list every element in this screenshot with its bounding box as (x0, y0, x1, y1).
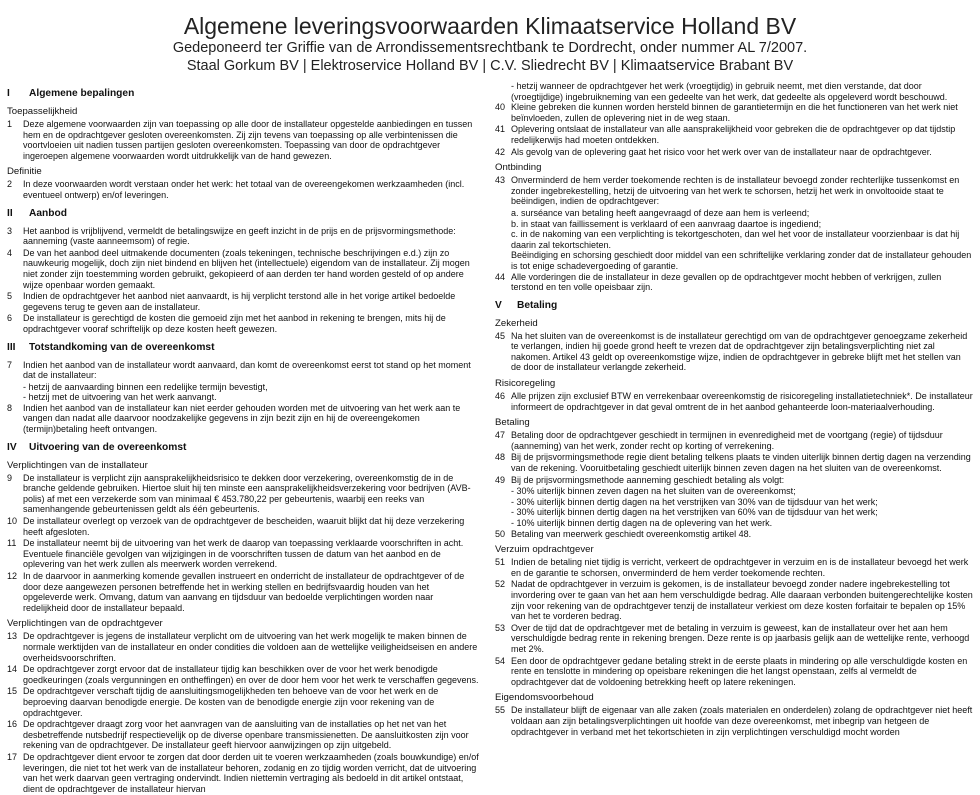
article (7, 248, 481, 290)
section-title: Algemene bepalingen (29, 88, 135, 99)
article-text: Bij de prijsvormingsmethode regie dient betaling telkens plaats te vinden uiterlijk binnen dertig dagen na verzending van de rekening. Vooruitbetaling geschiedt uiterlijk binnen zeven dagen na het sluiten van de overeenkomst. (511, 452, 971, 474)
article (495, 331, 973, 373)
article (7, 719, 481, 751)
left-column (7, 81, 481, 795)
list-item: - 10% uiterlijk binnen dertig dagen na de oplevering van het werk. (511, 518, 773, 528)
article-text: De van het aanbod deel uitmakende documenten (zoals tekeningen, technische beschrijvingen e.d.) zijn zo nauwkeurig mogelijk, doch zijn niet bindend en blijven het (intellectuele) eigendom van de installateur. Zij mogen niet zonder zijn toestemming worden gebruikt, gekopieerd of aan derden ter hand worden gesteld of op andere wijze openbaar worden gemaakt. (23, 247, 470, 290)
article (495, 124, 973, 145)
article-text: Indien het aanbod van de installateur wordt aanvaard, dan komt de overeenkomst eerst tot stand op het moment dat de installateur: (23, 359, 471, 381)
article-number: 7 (7, 359, 13, 370)
article-text: Betaling van meerwerk geschiedt overeenkomstig artikel 48. (511, 528, 752, 539)
article (495, 272, 973, 293)
section-title: Aanbod (29, 207, 67, 219)
article-number: 4 (7, 247, 13, 258)
article (7, 571, 481, 613)
article-text: Onverminderd de hem verder toekomende rechten is de installateur bevoegd zonder rechterlijke tussenkomst en zonder ingebrekestelling, hetzij de uitvoering van het werk te schorsen, hetzij het werk in onvoltooide staat te beëindigen, indien de opdrachtgever: (511, 175, 960, 207)
article-number: 49 (495, 474, 506, 485)
article (7, 664, 481, 685)
article-text: Over de tijd dat de opdrachtgever met de betaling in verzuim is geweest, kan de installateur over het aan hem verschuldigde bedrag rente in rekening brengen. Deze rente is op jaarbasis gelijk aan de wettelijke rente, verhoogd met 2%. (511, 622, 970, 654)
article-text: Deze algemene voorwaarden zijn van toepassing op alle door de installateur opgestelde aanbiedingen en tussen hem en de opdrachtgever gesloten overeenkomsten. Zij zijn tevens van toepassing op alle verbintenissen die voortvloeien uit nadien tussen partijen gesloten overeenkomsten. Toepassing van door de opdrachtgever ingeroepen algemene voorwaarden wordt uitdrukkelijk van de hand gewezen. (23, 119, 473, 161)
subheading: Ontbinding (495, 162, 542, 174)
article-number: 12 (7, 571, 18, 581)
article-number: 11 (7, 538, 17, 549)
article (495, 579, 973, 621)
article-text: Oplevering ontslaat de installateur van alle aansprakelijkheid voor gebreken die de opdrachtgever op dat tijdstip redelijkerwijs had moeten ontdekken. (511, 124, 956, 145)
article-number: 48 (495, 452, 506, 463)
article (7, 686, 481, 718)
article (495, 147, 973, 158)
article (495, 623, 973, 655)
article (7, 538, 481, 570)
article-number: 16 (7, 719, 18, 730)
article-text: De installateur overlegt op verzoek van de opdrachtgever de bescheiden, waaruit blijkt dat hij deze verzekering heeft afgesloten. (23, 516, 465, 537)
article (7, 179, 481, 200)
article-text: In deze voorwaarden wordt verstaan onder het werk: het totaal van de overeengekomen werkzaamheden (incl. eventueel ontwerp) en/of leveringen. (23, 179, 465, 200)
article-text: De installateur is gerechtigd de kosten die gemoeid zijn met het aanbod in rekening te brengen, mits hij de opdrachtgever vooraf schriftelijk op deze kosten heeft gewezen. (23, 313, 446, 334)
article-text: Een door de opdrachtgever gedane betaling strekt in de eerste plaats in mindering op alle verschuldigde kosten en rente en tenslotte in mindering op opeisbare rekeningen die het langst openstaan, zelfs al vermeldt de opdrachtgever dat de voldoening betrekking heeft op latere rekeningen. (511, 655, 968, 687)
article-number: 51 (495, 557, 506, 568)
section-heading (7, 208, 481, 220)
article-number: 14 (7, 664, 18, 675)
list-item: - 30% uiterlijk binnen zeven dagen na het sluiten van de overeenkomst; (511, 486, 796, 497)
article (495, 529, 973, 540)
subheading: Risicoregeling (495, 378, 556, 390)
article-number: 9 (7, 472, 13, 483)
subheading: Betaling (495, 417, 530, 429)
article-number: 44 (495, 271, 506, 282)
article (495, 175, 973, 207)
article-number: 54 (495, 655, 506, 666)
article-text: Bij de prijsvormingsmethode aanneming geschiedt betaling als volgt: (511, 474, 785, 485)
list-item: - hetzij met de uitvoering van het werk aanvangt. (23, 392, 217, 403)
subheading: Zekerheid (495, 317, 538, 329)
article (495, 705, 973, 737)
article-text: Als gevolg van de oplevering gaat het risico voor het werk over van de installateur naar de opdrachtgever. (511, 146, 932, 157)
list-item: b. in staat van faillissement is verklaard of een aanvraag daartoe is ingediend; (511, 218, 822, 229)
article-text: De opdrachtgever zorgt ervoor dat de installateur tijdig kan beschikken over de voor het werk benodigde goedkeuringen (zoals vergunningen en ontheffingen) en over de door hem voor het werk te verschaffen gegevens. (23, 664, 479, 685)
article-number: 40 (495, 102, 506, 113)
subheading: Verplichtingen van de opdrachtgever (7, 618, 163, 630)
article (7, 403, 481, 435)
article-text: De installateur neemt bij de uitvoering van het werk de daarop van toepassing verklaarde voorschriften in acht. Eventuele financiële gevolgen van wijzigingen in de voorschriften tussen de datum van het aanbod en de oplevering van het werk zullen als meerwerk worden verrekend. (23, 538, 464, 570)
article-number: 2 (7, 179, 13, 190)
article (7, 473, 481, 515)
article-number: 55 (495, 705, 506, 716)
article (7, 226, 481, 247)
article-number: 43 (495, 175, 506, 186)
article-number: 47 (495, 430, 506, 441)
article (495, 102, 973, 123)
list-item: - 30% uiterlijk binnen dertig dagen na het verstrijken van 30% van de tijdsduur van het werk; (511, 496, 878, 507)
list-item: - 30% uiterlijk binnen dertig dagen na het verstrijken van 60% van de tijdsduur van het werk; (511, 507, 878, 518)
document-title: Algemene leveringsvoorwaarden Klimaatservice Holland BV (183, 13, 797, 39)
article-number: 1 (7, 119, 13, 129)
subheading: Verplichtingen van de installateur (7, 459, 148, 471)
list-item: - hetzij wanneer de opdrachtgever het werk (vroegtijdig) in gebruik neemt, met dien verstande, dat door (vroegtijdige) ingebruikneming van een gedeelte van het werk, dat gedeelte als opgeleverd wordt beschouwd. (511, 81, 948, 102)
article-text: De opdrachtgever verschaft tijdig de aansluitingsmogelijkheden ten behoeve van de voor het werk en de beproeving daarvan benodigde energie. De kosten van de benodigde energie zijn voor rekening van de opdrachtgever. (23, 686, 439, 718)
article-text: Kleine gebreken die kunnen worden hersteld binnen de garantietermijn en die het functioneren van het werk niet beïnvloeden, zullen de oplevering niet in de weg staan. (511, 102, 958, 123)
article-text: De installateur is verplicht zijn aansprakelijkheidsrisico te dekken door verzekering, overeenkomstig de in de branche geldende gebruiken. Hiertoe sluit hij ten minste een aansprakelijkheidsverzekering voor bedrijven (AVB-polis) af met een verzekerde som van minimaal € 453.780,22 per gebeurtenis, waarbij een reeks van samenhangende gebeurtenissen geldt als één gebeurtenis. (23, 472, 471, 515)
subheading: Eigendomsvoorbehoud (495, 692, 594, 704)
article (495, 557, 973, 578)
section-heading (7, 88, 481, 100)
section-number: IV (7, 441, 17, 453)
article (7, 752, 481, 794)
subheading: Definitie (7, 166, 42, 178)
article-number: 13 (7, 631, 18, 642)
article-number: 15 (7, 686, 18, 697)
section-number: V (495, 299, 502, 311)
article (495, 475, 973, 486)
article-number: 8 (7, 402, 13, 413)
article (7, 291, 481, 312)
article-text: De opdrachtgever is jegens de installateur verplicht om de uitvoering van het werk mogelijk te maken binnen de normale werktijden van de installateur en onder condities die voldoen aan de wettelijke veiligheidseisen en andere overheidsvoorschriften. (23, 631, 478, 663)
article-number: 10 (7, 516, 18, 527)
article-text: Alle vorderingen die de installateur in deze gevallen op de opdrachtgever mocht hebben of verkrijgen, zullen terstond en ten volle opeisbaar zijn. (511, 271, 942, 293)
article-text: De opdrachtgever draagt zorg voor het aanvragen van de aansluiting van de installaties op het net van het desbetreffende nutsbedrijf respectievelijk op de diverse openbare transmissienetten. De aansluitkosten zijn voor rekening van de opdrachtgever. De installateur geeft hiervoor aanwijzingen op zijn uitgebeld. (23, 719, 469, 751)
article-number: 50 (495, 528, 506, 539)
list-item: a. surséance van betaling heeft aangevraagd of deze aan hem is verleend; (511, 207, 810, 218)
article (7, 360, 481, 381)
article-text: Het aanbod is vrijblijvend, vermeldt de betalingswijze en geeft inzicht in de prijs en de prijsvormingsmethode: aanneming (vaste aanneemsom) of regie. (23, 225, 456, 247)
list-item: c. in de nakoming van een verplichting is tekortgeschoten, dan wel het voor de installateur voorzienbaar is dat hij daarin zal tekortschieten. (511, 229, 960, 250)
section-title: Betaling (517, 299, 558, 311)
article-text: Nadat de opdrachtgever in verzuim is gekomen, is de installateur bevoegd zonder nadere ingebrekestelling tot invordering over te gaan van het aan hem verschuldigde bedrag. Alle daaraan verbonden buitengerechtelijke kosten zijn voor rekening van de opdrachtgever tenzij de installateur verkiest om deze kosten forfaitair te bepalen op 15% van het te vorderen bedrag. (511, 579, 973, 622)
article-text: De opdrachtgever dient ervoor te zorgen dat door derden uit te voeren werkzaamheden (zoals bouwkundige) en/of leveringen, die niet tot het werk van de installateur behoren, zodanig en zo tijdig worden verricht, dat de uitvoering van het werk daarvan geen vertraging ondervindt. Indien niettemin vertraging als bedoeld in dit artikel ontstaat, dient de opdrachtgever de installateur hiervan (23, 751, 479, 794)
article (7, 119, 481, 161)
section-heading (495, 300, 973, 312)
article-text: Betaling door de opdrachtgever geschiedt in termijnen in evenredigheid met de voortgang (regie) of tijdsduur (aanneming) van het werk, zonder recht op korting of verrekening. (511, 430, 943, 451)
article (495, 656, 973, 688)
article-number: 41 (495, 124, 506, 135)
document-header (0, 0, 980, 76)
article (495, 391, 973, 412)
subheading: Toepasselijkheid (7, 106, 78, 117)
section-title: Uitvoering van de overeenkomst (29, 441, 187, 453)
section-heading (7, 342, 481, 354)
article (495, 452, 973, 473)
subheading: Verzuim opdrachtgever (495, 544, 594, 556)
article-text: Indien de betaling niet tijdig is verricht, verkeert de opdrachtgever in verzuim en is de installateur bevoegd het werk en de garantie te schorsen, onverminderd de hem verder toekomende rechten. (511, 557, 969, 578)
article-number: 6 (7, 313, 13, 324)
section-title: Totstandkoming van de overeenkomst (29, 341, 215, 353)
article (7, 631, 481, 663)
article (7, 516, 481, 537)
article-number: 46 (495, 391, 506, 402)
article-number: 3 (7, 225, 13, 236)
article (495, 430, 973, 451)
article-text: Na het sluiten van de overeenkomst is de installateur gerechtigd om van de opdrachtgever genoegzame zekerheid te verlangen, indien hij goede grond heeft te vrezen dat de opdrachtgever zijn betalingsverplichting niet zal nakomen. Artikel 43 geldt op overeenkomstige wijze, indien de opdrachtgever in gebreke blijft met het stellen van de door de installateur verlangde zekerheid. (511, 330, 968, 373)
article-number: 45 (495, 330, 506, 341)
list-item: - hetzij de aanvaarding binnen een redelijke termijn bevestigt, (23, 381, 268, 392)
list-item: Beëindiging en schorsing geschiedt door middel van een schriftelijke verklaring zonder dat de installateur gehouden is tot enige schadevergoeding of garantie. (511, 250, 972, 271)
document-subtitle: Gedeponeerd ter Griffie van de Arrondissementsrechtbank te Dordrecht, onder nummer AL 7/2007. (172, 40, 808, 56)
section-number: II (7, 207, 13, 219)
article-number: 52 (495, 579, 506, 590)
article-number: 42 (495, 146, 506, 157)
article-text: De installateur blijft de eigenaar van alle zaken (zoals materialen en onderdelen) zolang de opdrachtgever niet heeft voldaan aan zijn betalingsverplichtingen uit hoofde van deze overeenkomst, met inbegrip van hetgeen de opdrachtgever in verband met het tekortschieten in zijn verplichtingen verschuldigd mocht worden (511, 705, 973, 737)
company-list: Staal Gorkum BV | Elektroservice Holland BV | C.V. Sliedrecht BV | Klimaatservice Brabant BV (186, 58, 794, 74)
article (7, 313, 481, 334)
article-text: Alle prijzen zijn exclusief BTW en verrekenbaar overeenkomstig de risicoregeling installatietechniek*. De installateur informeert de opdrachtgever in dat geval omtrent de in het aanbod gehanteerde loon-materiaalverhouding. (511, 391, 973, 412)
section-number: III (7, 341, 16, 353)
article-number: 53 (495, 622, 506, 633)
article-text: In de daarvoor in aanmerking komende gevallen instrueert en onderricht de installateur de opdrachtgever of de door deze aangewezen personen betreffende het in werking stellen en bedrijfsvaardig houden van het opgeleverde werk. Omvang, datum van aanvang en tijdsduur van bedoelde verplichtingen worden naar redelijkheid door de installateur bepaald. (23, 571, 465, 613)
right-column (495, 81, 973, 738)
article-text: Indien het aanbod van de installateur kan niet eerder gehouden worden met de uitvoering van het werk aan te vangen dan nadat alle daarvoor noodzakelijke gegevens in zijn bezit zijn en hij de overeengekomen (termijn)betaling heeft ontvangen. (23, 402, 461, 435)
section-heading (7, 442, 481, 454)
article-number: 17 (7, 751, 18, 762)
article-text: Indien de opdrachtgever het aanbod niet aanvaardt, is hij verplicht terstond alle in het vorige artikel bedoelde gegevens terug te geven aan de installateur. (23, 291, 456, 312)
article-number: 5 (7, 291, 13, 302)
section-number: I (7, 88, 10, 99)
